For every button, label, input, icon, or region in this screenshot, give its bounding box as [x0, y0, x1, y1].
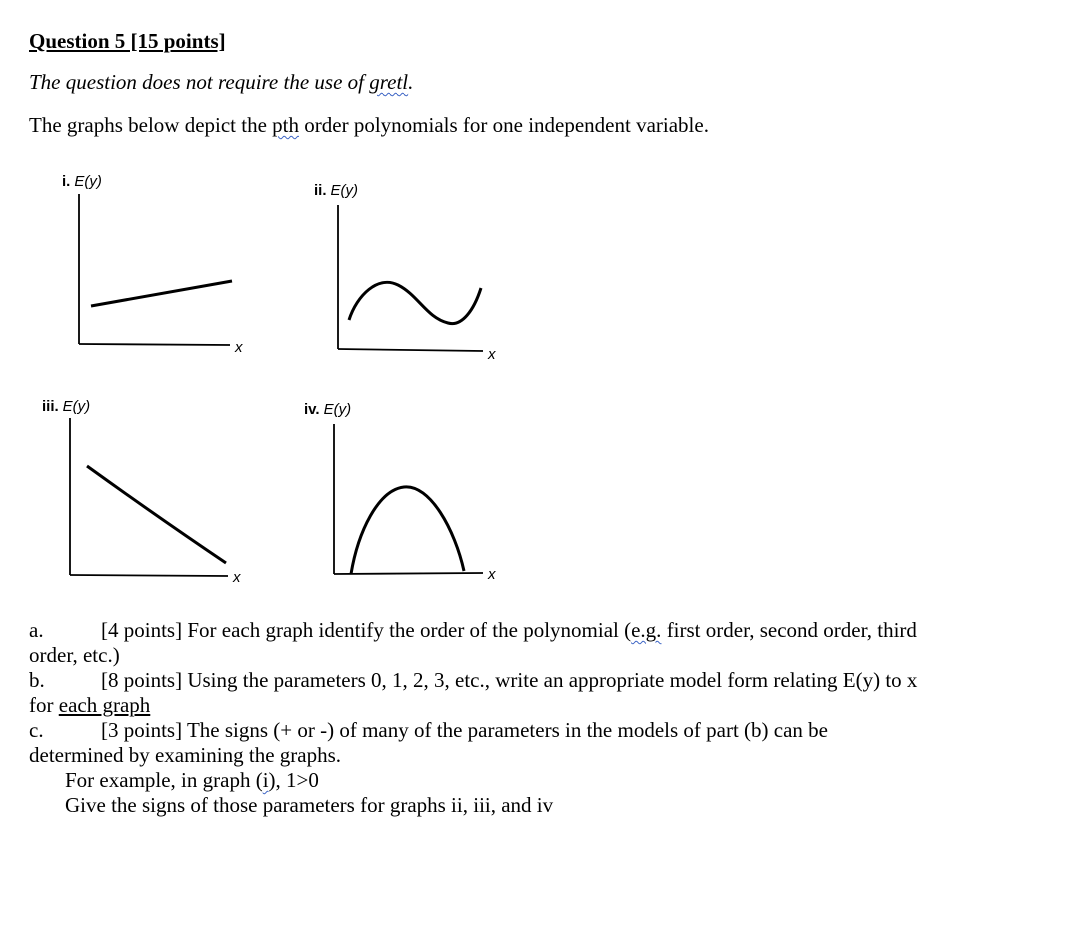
question-c-text-1: [3 points] The signs (+ or -) of many of the parameters in the models of part (b) can be — [101, 718, 828, 742]
intro-prefix: The graphs below depict the — [29, 113, 273, 137]
graph-iv-ylabel: E(y) — [323, 401, 352, 418]
graph-iv — [304, 401, 496, 583]
note-gretl-word: gretl — [369, 70, 409, 94]
graph-iii-ylabel: E(y) — [62, 398, 91, 415]
graph-iv-quadratic-curve — [351, 487, 464, 574]
graph-iv-x-axis — [334, 573, 483, 574]
question-c-example-prefix: For example, in graph ( — [65, 768, 263, 792]
question-b-line-1 — [29, 668, 917, 693]
graph-ii-ylabel: E(y) — [330, 182, 359, 199]
graph-iii-numeral: iii. — [42, 398, 59, 415]
note-suffix: . — [408, 70, 414, 94]
question-title: Question 5 [15 points] — [29, 29, 226, 53]
graph-iii-label — [42, 398, 90, 415]
question-c-marker: c. — [29, 718, 44, 742]
intro-suffix: order polynomials for one independent variable. — [299, 113, 709, 137]
graph-iii — [42, 398, 241, 586]
graph-i-label — [62, 173, 102, 190]
question-a — [29, 618, 917, 668]
question-a-marker: a. — [29, 618, 44, 642]
question-a-line-2: order, etc.) — [29, 643, 120, 667]
graph-i-xlabel: x — [235, 339, 243, 356]
question-c-instruction: Give the signs of those parameters for graphs ii, iii, and iv — [65, 793, 554, 817]
graph-ii-xlabel: x — [488, 346, 496, 363]
graph-i-numeral: i. — [62, 173, 71, 190]
question-c-example-suffix: ), 1>0 — [268, 768, 319, 792]
graph-iv-xlabel: x — [488, 566, 496, 583]
question-c-line-2: determined by examining the graphs. — [29, 743, 341, 767]
question-c-line-1 — [29, 718, 828, 743]
question-a-text-1: [4 points] For each graph identify the order of the polynomial ( — [101, 618, 632, 642]
question-b-line-2-prefix: for — [29, 693, 59, 717]
graph-i-linear-curve — [91, 281, 232, 306]
graph-iii-decreasing-curve — [87, 466, 226, 563]
graph-iv-numeral: iv. — [304, 401, 320, 418]
graph-i-x-axis — [79, 344, 230, 345]
question-a-text-2: first order, second order, third — [661, 618, 917, 642]
question-c-example — [29, 768, 828, 793]
question-b-marker: b. — [29, 668, 45, 692]
graph-i-ylabel: E(y) — [74, 173, 102, 190]
graph-iv-label — [304, 401, 351, 418]
graph-ii-label — [314, 182, 358, 199]
graph-iii-xlabel: x — [233, 569, 241, 586]
question-a-eg: e.g. — [631, 618, 662, 642]
graph-ii — [314, 182, 496, 363]
graph-ii-x-axis — [338, 349, 483, 351]
question-b-line-2 — [29, 693, 917, 718]
question-b-text-1: [8 points] Using the parameters 0, 1, 2, 3, etc., write an appropriate model form relating E(y) to x — [101, 668, 918, 692]
intro-pth-word: pth — [272, 113, 300, 137]
graph-i — [62, 173, 243, 356]
graph-ii-cubic-curve — [349, 282, 481, 323]
question-b — [29, 668, 917, 718]
question-a-line-1 — [29, 618, 917, 643]
question-b-each-graph: each graph — [58, 693, 151, 717]
question-c-example-i: i — [262, 768, 269, 792]
question-c — [29, 718, 828, 818]
graph-ii-numeral: ii. — [314, 182, 327, 199]
graph-iii-x-axis — [70, 575, 228, 576]
note-prefix: The question does not require the use of — [29, 70, 370, 94]
